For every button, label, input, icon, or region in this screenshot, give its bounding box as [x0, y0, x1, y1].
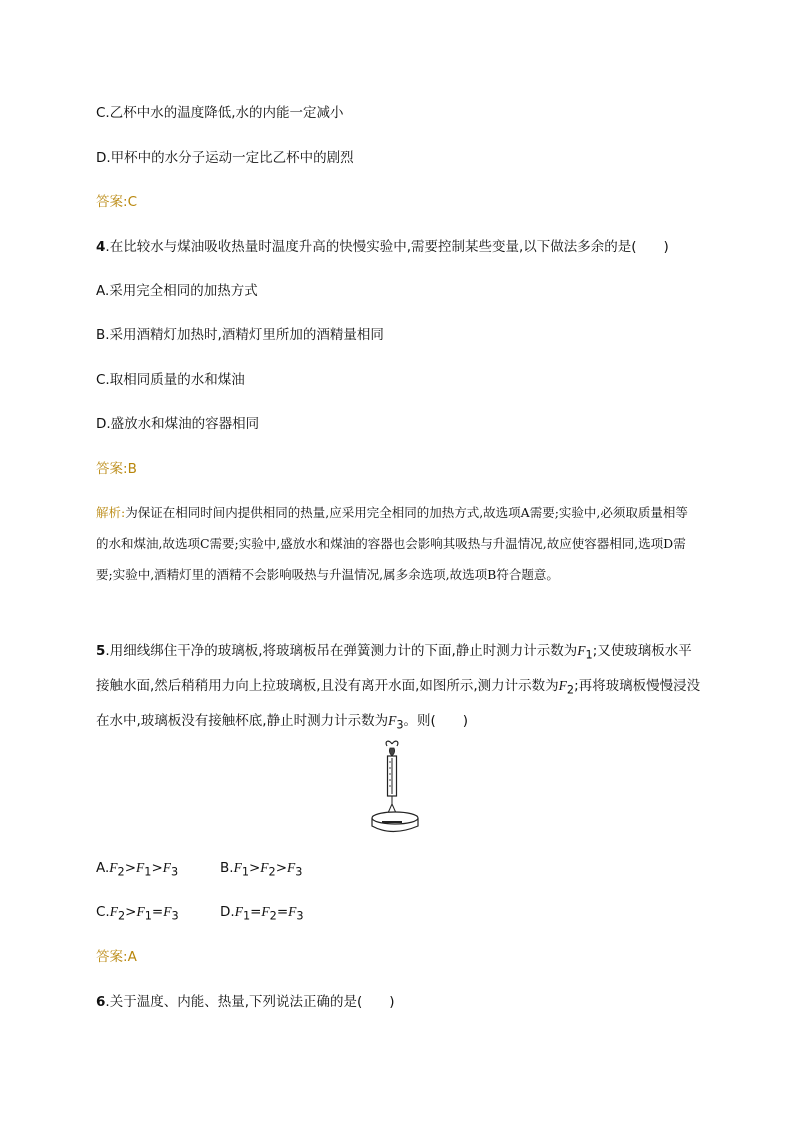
spring-scale-figure — [362, 738, 432, 838]
q4-stem — [96, 238, 669, 256]
q4-explanation — [96, 497, 696, 590]
operator: > — [124, 860, 137, 876]
symbol-f: F — [136, 904, 145, 919]
q5-option-b — [220, 859, 302, 882]
q5-stem — [96, 636, 704, 742]
q4-option-a: A.采用完全相同的加热方式 — [96, 283, 258, 299]
q4-answer — [96, 460, 137, 478]
question-number: 5 — [96, 643, 106, 659]
symbol-f: F — [261, 904, 270, 919]
subscript: 1 — [585, 648, 593, 662]
symbol-f: F — [577, 643, 586, 658]
hand-finger — [386, 741, 392, 746]
option-label: D. — [220, 904, 235, 920]
q3-option-c: C.乙杯中水的温度降低,水的内能一定减小 — [96, 105, 344, 121]
symbol-f: F — [288, 904, 297, 919]
question-text: .用细线绑住干净的玻璃板,将玻璃板吊在弹簧测力计的下面,静止时测力计示数为 — [105, 643, 578, 659]
subscript: 1 — [144, 909, 152, 923]
explanation-text: 为保证在相同时间内提供相同的热量,应采用完全相同的加热方式,故选项A需要;实验中,必须取质量相等的水和煤油,故选项C需要;实验中,盛放水和煤油的容器也会影响其吸热与升温情况,故应使容器相同,选项D需要;实验中,酒精灯里的酒精不会影响吸热与升温情况,属多余选项,故选项B符合题意。 — [96, 505, 688, 582]
question-text: 。则( ) — [403, 713, 469, 730]
symbol-f: F — [163, 904, 172, 919]
subscript: 1 — [241, 865, 249, 879]
q4-option-c: C.取相同质量的水和煤油 — [96, 372, 245, 388]
symbol-f: F — [109, 904, 118, 919]
q5-answer — [96, 948, 137, 966]
question-number: 6 — [96, 994, 106, 1010]
subscript: 3 — [296, 909, 304, 923]
subscript: 1 — [242, 909, 251, 923]
q6-stem — [96, 993, 395, 1011]
q4-option-b: B.采用酒精灯加热时,酒精灯里所加的酒精量相同 — [96, 327, 384, 343]
subscript: 2 — [268, 865, 276, 879]
operator: > — [275, 860, 288, 876]
subscript: 2 — [117, 865, 125, 879]
operator: = — [250, 904, 262, 920]
q3-option-d: D.甲杯中的水分子运动一定比乙杯中的剧烈 — [96, 150, 354, 166]
q4-option-d: D.盛放水和煤油的容器相同 — [96, 416, 260, 432]
question-text: .在比较水与煤油吸收热量时温度升高的快慢实验中,需要控制某些变量,以下做法多余的是( ) — [105, 239, 669, 255]
answer-value: A — [127, 949, 137, 965]
subscript: 1 — [144, 865, 152, 879]
symbol-f: F — [109, 860, 118, 875]
operator: = — [276, 904, 289, 920]
subscript: 3 — [171, 909, 179, 923]
subscript: 3 — [396, 719, 404, 733]
answer-label: 答案: — [96, 194, 128, 210]
hand-finger — [392, 741, 398, 746]
subscript: 3 — [171, 865, 179, 879]
option-label: A. — [96, 860, 110, 876]
symbol-f: F — [558, 678, 567, 694]
symbol-f: F — [162, 860, 172, 875]
subscript: 2 — [117, 909, 126, 923]
operator: = — [151, 904, 164, 920]
question-text: .关于温度、内能、热量,下列说法正确的是( ) — [105, 994, 395, 1010]
subscript: 2 — [566, 683, 575, 697]
question-number: 4 — [96, 239, 106, 255]
operator: > — [248, 860, 261, 876]
symbol-f: F — [260, 860, 269, 875]
option-label: C. — [96, 904, 110, 920]
answer-value: B — [127, 461, 137, 477]
question-text: ;再将玻璃板慢慢浸没在水中,玻璃板没有接触杯底,静止时测力计示数为 — [96, 678, 701, 730]
answer-label: 答案: — [96, 949, 128, 965]
subscript: 2 — [269, 909, 277, 923]
subscript: 3 — [295, 865, 303, 879]
symbol-f: F — [287, 860, 296, 875]
operator: > — [125, 904, 137, 920]
q5-option-a — [96, 859, 178, 882]
symbol-f: F — [233, 860, 242, 875]
operator: > — [151, 860, 163, 876]
answer-value: C — [127, 194, 137, 210]
symbol-f: F — [234, 904, 243, 919]
q5-option-d — [220, 903, 304, 926]
question-text: ;又使玻璃板水平接触水面,然后稍稍用力向上拉玻璃板,且没有离开水面,如图所示,测力计示数为 — [96, 643, 692, 695]
symbol-f: F — [136, 860, 145, 875]
hook-top — [389, 748, 394, 756]
q3-answer — [96, 193, 137, 211]
q5-option-c — [96, 903, 179, 926]
option-label: B. — [220, 860, 234, 876]
explanation-label: 解析: — [96, 505, 126, 520]
answer-label: 答案: — [96, 461, 128, 477]
symbol-f: F — [388, 713, 397, 729]
